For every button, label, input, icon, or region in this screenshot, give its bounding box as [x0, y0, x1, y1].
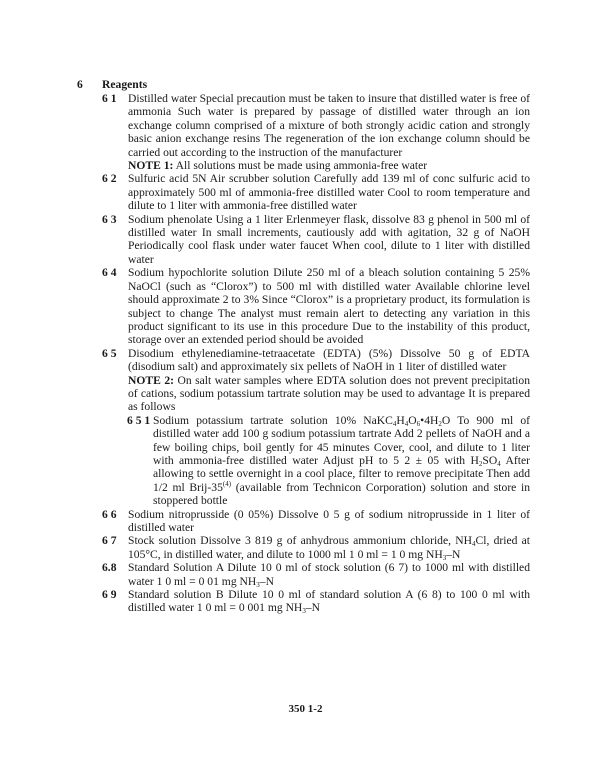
subitem-number: 6 5 1: [127, 413, 151, 427]
text-run: O: [408, 413, 417, 427]
note-2: [102, 374, 530, 414]
item-number: 6 6: [102, 507, 117, 521]
item-number: 6 4: [102, 266, 117, 280]
text-run: Sodium potassium tartrate solution 10% NaKC: [153, 413, 393, 427]
subscript: 2: [478, 459, 483, 468]
item-number: 6 2: [102, 172, 117, 186]
subscript: 2: [438, 419, 442, 428]
text-run: –N: [305, 601, 320, 615]
item-number: 6 1: [102, 92, 117, 105]
item-number: 6 9: [102, 588, 117, 602]
text-run: SO: [482, 453, 498, 467]
item-text: [128, 588, 530, 615]
text-run: Standard Solution A Dilute 10 0 ml of stock solution (6 7) to 1000 ml with distilled water 1 0 ml = 0 01 mg NH: [128, 561, 530, 588]
section-number: 6: [77, 78, 83, 91]
item-text: Disodium ethylenediamine-tetraacetate (EDTA) (5%) Dissolve 50 g of EDTA (disodium salt) and approximately six pellets of NaOH in 1 liter of distilled water: [128, 346, 530, 374]
text-run: Standard solution B Dilute 10 0 ml of standard solution A (6 8) to 100 0 ml with distilled water 1 0 ml = 0 001 mg NH: [128, 588, 530, 615]
reagent-item-6-5: [102, 347, 530, 374]
subscript: 4: [392, 419, 397, 428]
subscript: 4: [497, 459, 501, 468]
subscript: 3: [302, 607, 306, 616]
subscript: 3: [442, 553, 447, 562]
subscript: 4: [404, 419, 409, 428]
item-text: [128, 534, 530, 561]
text-run: H: [396, 413, 405, 427]
reagent-item-6-8: [102, 561, 530, 588]
item-text: Sodium hypochlorite solution Dilute 250 ml of a bleach solution containing 5 25% NaOCl (such as “Clorox”) to 500 ml with distilled water Available chlorine level should approximate 2 to 3% Since “Clorox” is a proprietary product, its formulation is subject to change The analyst must remain alert to detecting any variation in this product significant to its use in this procedure Due to the instability of this product, storage over an extended period should be avoided: [128, 266, 530, 347]
item-text: Sodium phenolate Using a 1 liter Erlenmeyer flask, dissolve 83 g phenol in 500 ml of distilled water In small increments, cautiously add with agitation, 32 g of NaOH Periodically cool flask under water faucet When cool, dilute to 1 liter with distilled water: [128, 212, 530, 266]
reagent-item-6-6: [102, 508, 530, 535]
text-run: Stock solution Dissolve 3 819 g of anhydrous ammonium chloride, NH: [128, 534, 472, 548]
item-text: [128, 561, 530, 588]
reagent-list: [102, 92, 530, 615]
reagent-item-6-4: [102, 266, 530, 346]
reagent-item-6-9: [102, 588, 530, 615]
note-1: [102, 159, 530, 172]
note-label: NOTE 2:: [128, 373, 174, 387]
reagent-item-6-3: [102, 213, 530, 267]
subscript: 4: [472, 540, 476, 549]
item-number: 6.8: [102, 561, 117, 575]
text-run: •4H: [420, 413, 439, 427]
note-text: On salt water samples where EDTA solution does not prevent precipitation of cations, sodium potassium tartrate solution may be used to advantage It is prepared as follows: [128, 373, 530, 414]
item-text: Sulfuric acid 5N Air scrubber solution Carefully add 139 ml of conc sulfuric acid to approximately 500 ml of ammonia-free distilled water Cool to room temperature and dilute to 1 liter with ammonia-free distilled water: [128, 172, 530, 213]
text-run: –N: [259, 574, 274, 588]
item-number: 6 3: [102, 212, 117, 226]
text-run: After allowing to settle overnight in a cool place, filter to remove precipitate Then add 1/2 ml Brij-35: [153, 453, 530, 494]
item-text: Distilled water Special precaution must be taken to insure that distilled water is free of ammonia Such water is prepared by passage of distilled water through an ion exchange column comprised of a mixture of both strongly acidic cation and strongly basic anion exchange resins The regeneration of the ion exchange column should be carried out according to the instruction of the manufacturer: [128, 92, 530, 159]
note-label: NOTE 1:: [128, 159, 174, 173]
subscript: 6: [416, 419, 421, 428]
footnote-ref: (4): [222, 479, 232, 488]
reagent-item-6-7: [102, 534, 530, 561]
subscript: 3: [256, 580, 260, 589]
item-number: 6 5: [102, 346, 117, 360]
text-run: Cl, dried at 105°C, in distilled water, and dilute to 1000 ml 1 0 ml = 1 0 mg NH: [128, 534, 530, 561]
text-run: (available from Technicon Corporation) solution and store in stoppered bottle: [153, 480, 531, 508]
item-text: Sodium nitroprusside (0 05%) Dissolve 0 5 g of sodium nitroprusside in 1 liter of distilled water: [128, 507, 530, 534]
text-run: O To 900 ml of distilled water add 100 g sodium potassium tartrate Add 2 pellets of NaOH and a few boiling chips, boil gently for 45 minutes Cover, cool, and dilute to 1 liter with ammonia-free distilled water Adjust pH to 5 2 ± 05 with H: [153, 413, 530, 467]
reagent-subitem-6-5-1: [102, 414, 530, 508]
page-footer: 350 1-2: [288, 703, 323, 715]
item-number: 6 7: [102, 534, 117, 548]
reagent-item-6-2: [102, 172, 530, 212]
subitem-text: [153, 414, 530, 508]
reagent-item-6-1: [102, 92, 530, 159]
text-run: –N: [446, 547, 461, 561]
section-title: Reagents: [102, 78, 148, 91]
note-text: All solutions must be made using ammonia-free water: [173, 159, 428, 173]
